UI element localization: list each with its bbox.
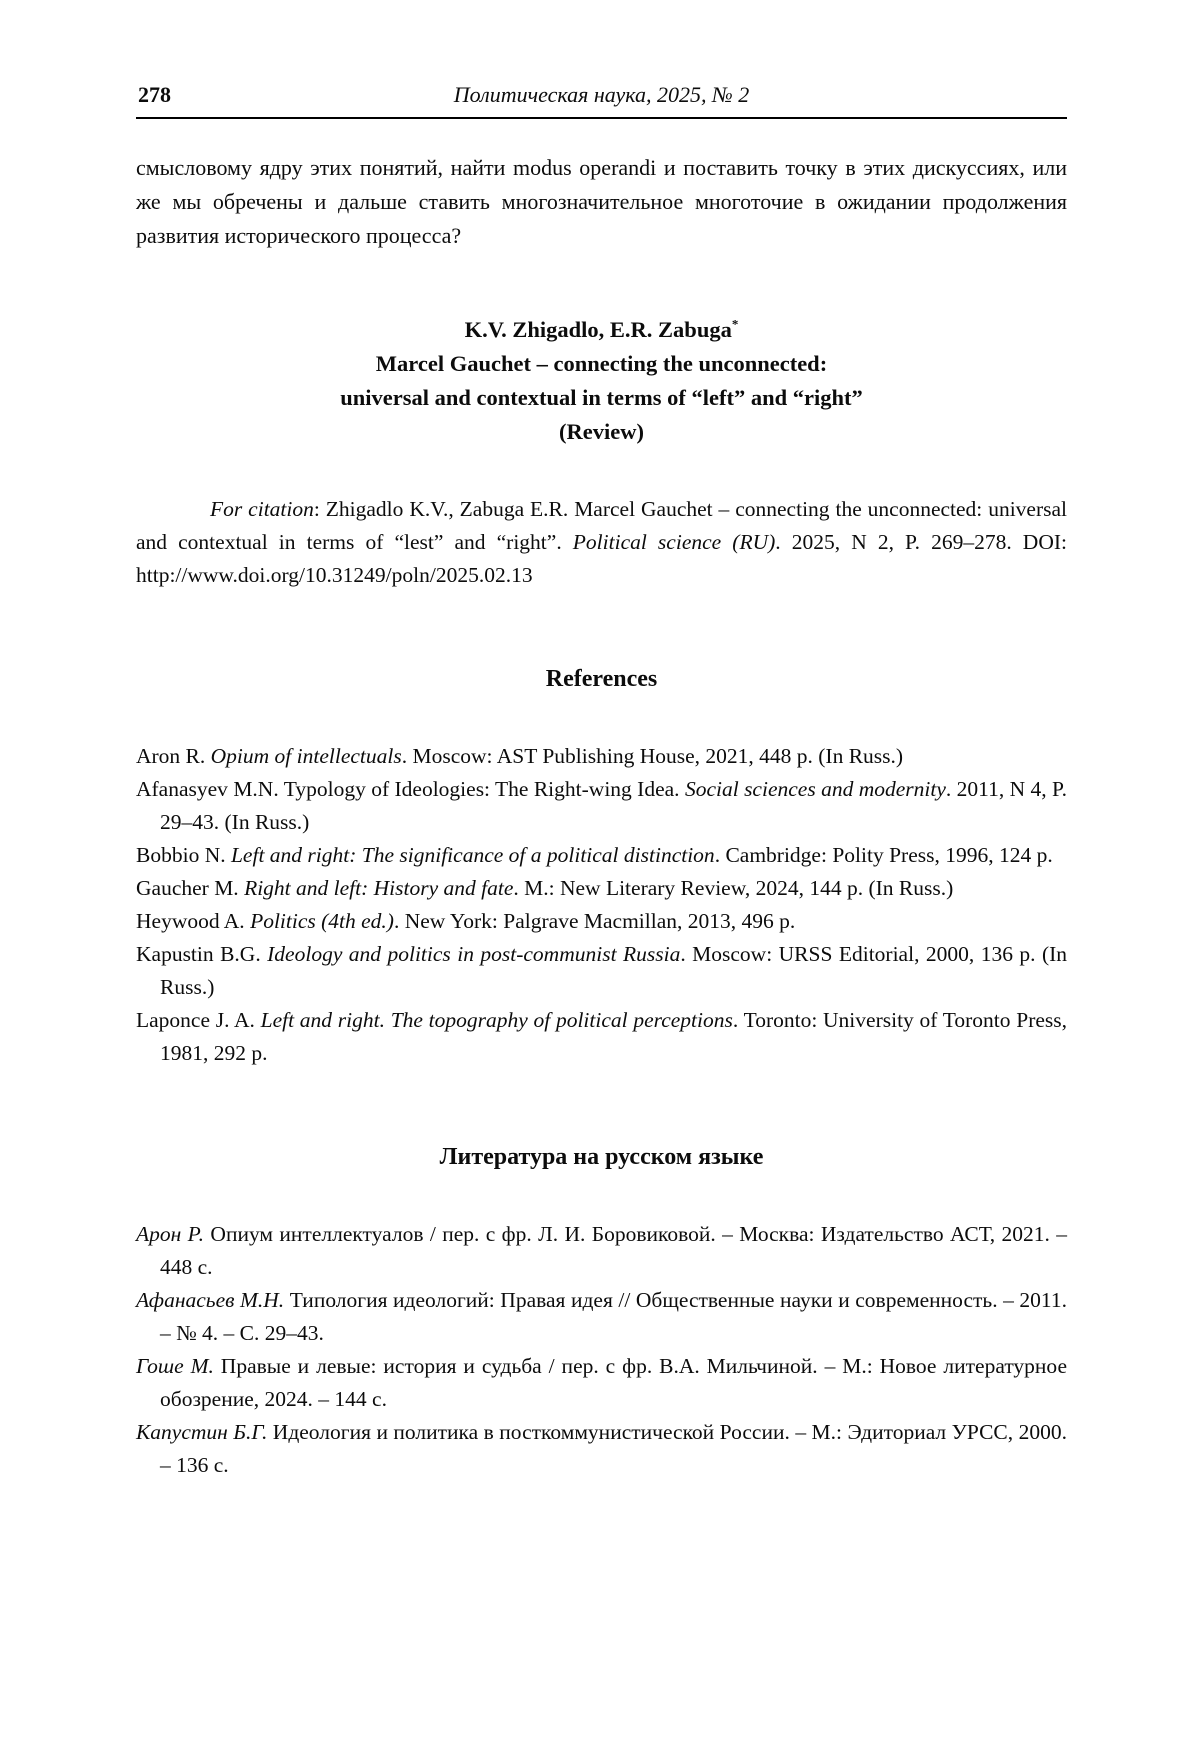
text-run: . Cambridge: Polity Press, 1996, 124 p. — [714, 843, 1053, 867]
reference-item — [136, 839, 1067, 872]
article-title-line-1: Marcel Gauchet – connecting the unconnected: — [375, 351, 828, 376]
body-paragraph: смысловому ядру этих понятий, найти modus operandi и поставить точку в этих дискуссиях, или же мы обречены и дальше ставить многозначительное многоточие в ожидании продолжения развития исторического процесса? — [136, 155, 1067, 248]
text-run: . Moscow: URSS Editorial, 2000, 136 p. (In Russ.) — [160, 942, 1068, 999]
reference-item — [136, 1218, 1067, 1284]
article-title-line-2: universal and contextual in terms of “left” and “right” — [340, 385, 863, 410]
text-run: Heywood A. — [136, 909, 251, 933]
text-run: . Toronto: University of Toronto Press, 1981, 292 p. — [160, 1008, 1068, 1065]
reference-item — [136, 773, 1067, 839]
italic-text-run: Political science (RU) — [572, 530, 776, 554]
reference-item — [136, 938, 1067, 1004]
text-run: Опиум интеллектуалов / пер. с фр. Л. И. Боровиковой. – Москва: Издательство АСТ, 2021. – 448 с. — [160, 1222, 1068, 1279]
text-run: Aron R. — [136, 744, 211, 768]
italic-text-run: Social sciences and modernity — [684, 777, 946, 801]
reference-item — [136, 1416, 1067, 1482]
italic-text-run: Opium of intellectuals — [210, 744, 402, 768]
italic-text-run: Арон Р. — [136, 1222, 205, 1246]
reference-item — [136, 1284, 1067, 1350]
text-run: : Zhigadlo K.V., Zabuga E.R. Marcel Gauchet – connecting the unconnected: universal and contextual in terms of “lest” and “right”. — [136, 497, 1068, 554]
text-run: . 2025, N 2, P. 269–278. DOI: http://www.doi.org/10.31249/poln/2025.02.13 — [136, 530, 1067, 587]
text-run: Типология идеологий: Правая идея // Общественные науки и современность. – 2011. – № 4. – С. 29–43. — [160, 1288, 1067, 1345]
footnote-marker: * — [731, 316, 739, 332]
text-run: Gaucher M. — [136, 876, 245, 900]
italic-text-run: For citation — [210, 497, 314, 521]
page-number: 278 — [138, 82, 171, 107]
russian-literature-list — [136, 1218, 1067, 1482]
authors-line — [136, 313, 1067, 347]
italic-text-run: Капустин Б.Г. — [136, 1420, 268, 1444]
for-citation-paragraph — [136, 493, 1067, 592]
italic-text-run: Left and right. The topography of political perceptions — [260, 1008, 733, 1032]
reference-item — [136, 872, 1067, 905]
italic-text-run: Гоше М. — [136, 1354, 214, 1378]
text-run: . M.: New Literary Review, 2024, 144 p. (In Russ.) — [513, 876, 954, 900]
text-run: . 2011, N 4, P. 29–43. (In Russ.) — [160, 777, 1067, 834]
text-run: Laponce J. A. — [136, 1008, 261, 1032]
running-header — [136, 82, 1067, 119]
text-run: Bobbio N. — [136, 843, 231, 867]
reference-item — [136, 905, 1067, 938]
italic-text-run: Politics (4th ed.) — [250, 909, 394, 933]
references-list — [136, 740, 1067, 1070]
italic-text-run: Left and right: The significance of a political distinction — [230, 843, 715, 867]
russian-literature-heading: Литература на русском языке — [439, 1144, 764, 1170]
italic-text-run: Ideology and politics in post-communist Russia — [267, 942, 681, 966]
text-run: . New York: Palgrave Macmillan, 2013, 496 p. — [393, 909, 796, 933]
references-heading: References — [545, 666, 658, 692]
reference-item — [136, 1350, 1067, 1416]
text-run: Afanasyev M.N. Typology of Ideologies: The Right-wing Idea. — [136, 777, 685, 801]
text-run: . Moscow: AST Publishing House, 2021, 448 p. (In Russ.) — [401, 744, 904, 768]
text-run: Kapustin B.G. — [136, 942, 268, 966]
text-run: Правые и левые: история и судьба / пер. с фр. В.А. Мильчиной. – М.: Новое литературное обозрение, 2024. – 144 с. — [160, 1354, 1067, 1411]
reference-item — [136, 1004, 1067, 1070]
article-title-line-3: (Review) — [559, 419, 644, 444]
italic-text-run: Right and left: History and fate — [244, 876, 514, 900]
journal-title: Политическая наука, 2025, № 2 — [453, 82, 750, 107]
reference-item — [136, 740, 1067, 773]
authors-names: K.V. Zhigadlo, E.R. Zabuga — [464, 317, 732, 342]
italic-text-run: Афанасьев М.Н. — [136, 1288, 285, 1312]
text-run: Идеология и политика в посткоммунистической России. – М.: Эдиториал УРСС, 2000. – 136 с. — [160, 1420, 1067, 1477]
article-heading — [136, 313, 1067, 449]
